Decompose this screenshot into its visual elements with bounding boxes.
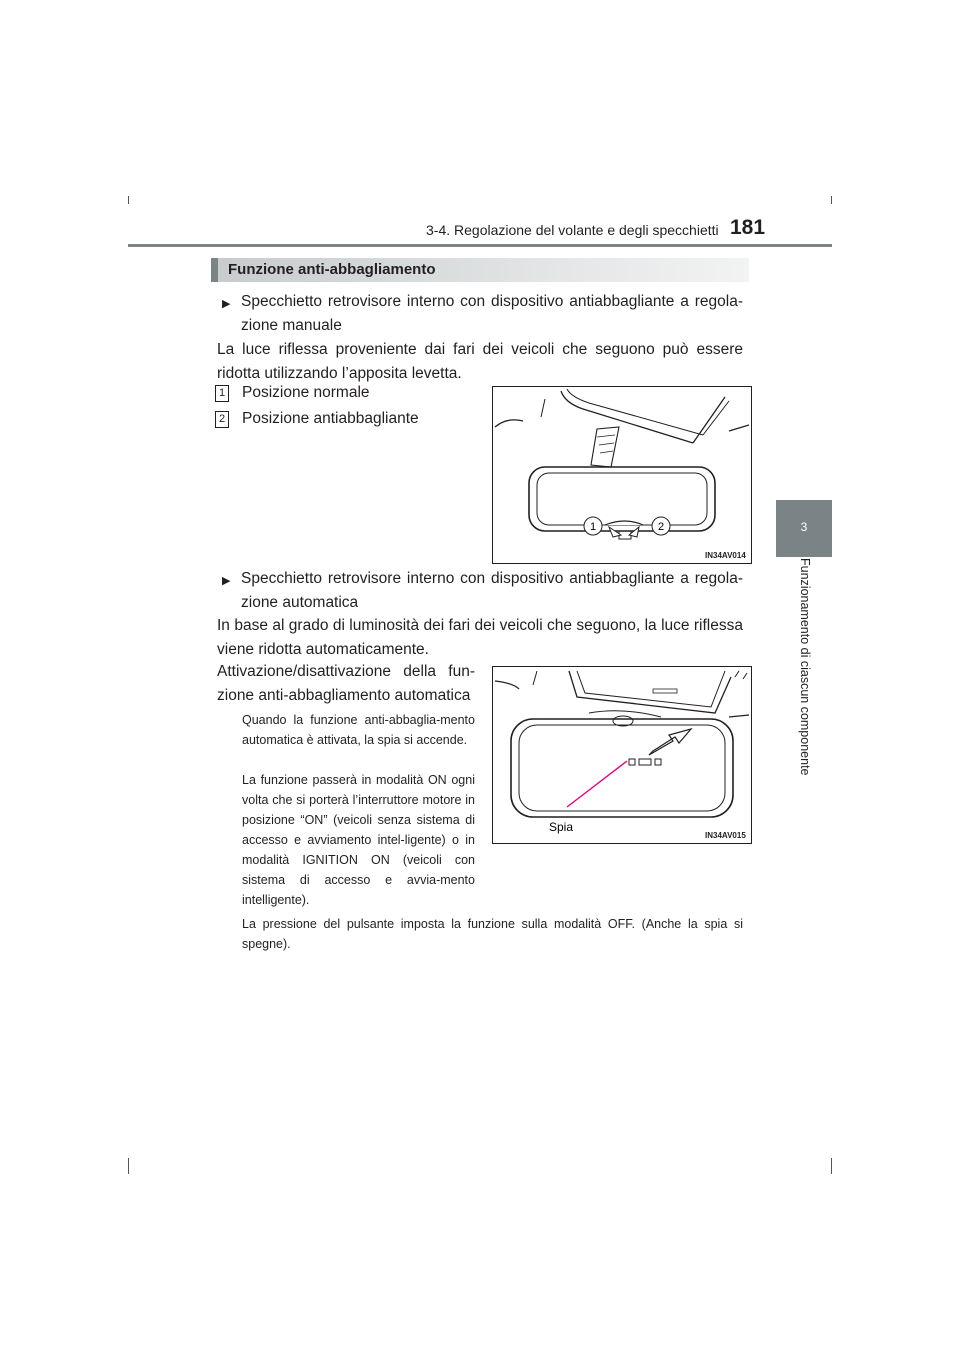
item-number-box: 1	[215, 385, 229, 402]
triangle-bullet-icon: ▶	[222, 575, 231, 587]
activation-title: Attivazione/disattivazione della fun-zione anti-abbagliamento automatica	[217, 663, 475, 704]
chapter-title: Funzionamento di ciascun componente	[798, 558, 812, 776]
manual-description: La luce riflessa proveniente dai fari dei veicoli che seguono può essere ridotta utilizzando l’apposita levetta.	[217, 341, 743, 382]
automatic-bullet-text: Specchietto retrovisore interno con dispositivo antiabbagliante a regola-zione automatica	[241, 570, 743, 611]
item-label: Posizione antiabbagliante	[242, 410, 419, 427]
page-number: 181	[730, 216, 766, 239]
crop-mark	[128, 196, 129, 204]
item-label: Posizione normale	[242, 384, 370, 401]
section-title: Funzione anti-abbagliamento	[228, 261, 436, 278]
crop-mark	[831, 196, 832, 204]
figure-code: IN34AV015	[705, 831, 746, 840]
item-number-box: 2	[215, 411, 229, 428]
automatic-mirror-figure	[492, 666, 752, 844]
activation-note: La funzione passerà in modalità ON ogni volta che si porterà l’interruttore motore in posizione “ON” (veicoli senza sistema di accesso e avviamento intel-ligente) o in modalità IGNITION ON (veicoli con sistema di accesso e avvia-mento intelligente).	[242, 773, 475, 907]
figure-code: IN34AV014	[705, 551, 746, 560]
manual-mirror-figure	[492, 386, 752, 564]
chapter-number: 3	[800, 520, 808, 534]
activation-note: Quando la funzione anti-abbaglia-mento automatica è attivata, la spia si accende.	[242, 713, 475, 747]
header-rule	[128, 244, 832, 247]
crop-mark	[831, 1158, 832, 1174]
manual-mirror-illustration	[493, 387, 751, 563]
indicator-label: Spia	[549, 820, 574, 834]
callout-number: 2	[657, 521, 665, 533]
section-title-bar	[211, 258, 749, 282]
automatic-mirror-illustration	[493, 667, 751, 843]
crop-mark	[128, 1158, 129, 1174]
manual-bullet-text: Specchietto retrovisore interno con dispositivo antiabbagliante a regola-zione manuale	[241, 293, 743, 334]
activation-note: La pressione del pulsante imposta la funzione sulla modalità OFF. (Anche la spia si spegne).	[242, 917, 743, 951]
callout-number: 1	[589, 521, 597, 533]
triangle-bullet-icon: ▶	[222, 298, 231, 310]
automatic-description: In base al grado di luminosità dei fari dei veicoli che seguono, la luce riflessa viene ridotta automaticamente.	[217, 617, 743, 658]
section-header: 3-4. Regolazione del volante e degli specchietti	[426, 222, 719, 238]
